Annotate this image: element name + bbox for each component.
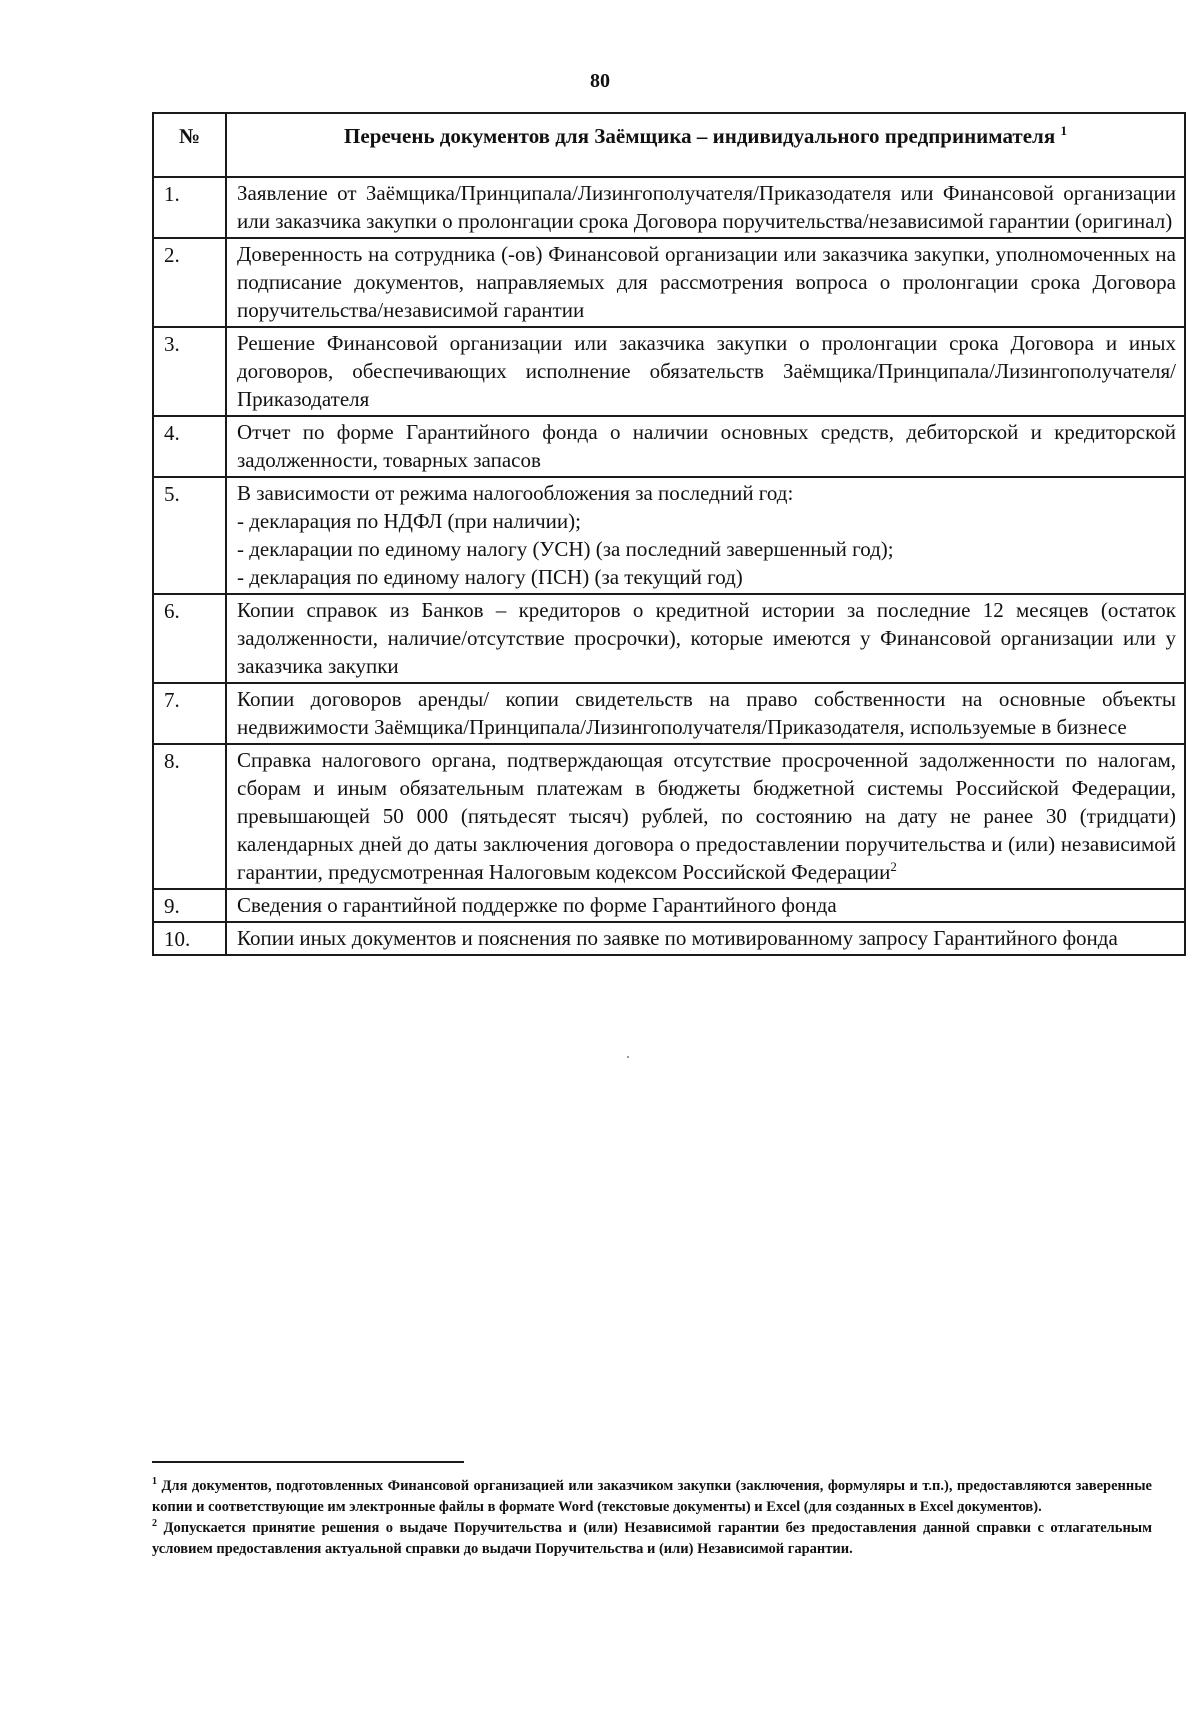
- row-text: [226, 744, 1185, 889]
- table-header-row: [153, 113, 1185, 177]
- header-number-column: №: [153, 113, 226, 177]
- row-number: 8.: [153, 744, 226, 889]
- row-text-line: - декларация по единому налогу (ПСН) (за текущий год): [237, 565, 743, 589]
- page-number: 80: [590, 70, 610, 92]
- row-number: 7.: [153, 683, 226, 744]
- row-text: Отчет по форме Гарантийного фонда о наличии основных средств, дебиторской и кредиторской задолженности, товарных запасов: [226, 416, 1185, 477]
- header-footnote-mark: 1: [1060, 123, 1067, 138]
- table-row: [153, 889, 1185, 922]
- row-number: 10.: [153, 922, 226, 955]
- row-number: 6.: [153, 594, 226, 683]
- row-text: Сведения о гарантийной поддержке по форме Гарантийного фонда: [226, 889, 1185, 922]
- table-row: [153, 922, 1185, 955]
- table-row: [153, 683, 1185, 744]
- footnote-text: Допускается принятие решения о выдаче Поручительства и (или) Независимой гарантии без предоставления данной справки с отлагательным условием предоставления актуальной справки до выдачи Поручительства и (или) Независимой гарантии.: [152, 1520, 1153, 1557]
- row-text: Доверенность на сотрудника (-ов) Финансовой организации или заказчика закупки, уполномоченных на подписание документов, направляемых для рассмотрения вопроса о пролонгации срока Договора поручительства/независимой гарантии: [226, 238, 1185, 327]
- footnote-mark: 2: [152, 1518, 157, 1530]
- footnote-text: Для документов, подготовленных Финансовой организацией или заказчиком закупки (заключения, формуляры и т.п.), предоставляются заверенные копии и соответствующие им электронные файлы в формате Word (текстовые документы) и Excel (для созданных в Excel документов).: [152, 1478, 1152, 1515]
- documents-table: [152, 112, 1186, 956]
- row-text: Заявление от Заёмщика/Принципала/Лизингополучателя/Приказодателя или Финансовой организации или заказчика закупки о пролонгации срока Договора поручительства/независимой гарантии (оригинал): [226, 177, 1185, 238]
- row-text-line: - декларации по единому налогу (УСН) (за последний завершенный год);: [237, 537, 894, 561]
- row-number: 9.: [153, 889, 226, 922]
- row-number: 4.: [153, 416, 226, 477]
- row-text: [226, 477, 1185, 594]
- row-text: Решение Финансовой организации или заказчика закупки о пролонгации срока Договора и иных договоров, обеспечивающих исполнение обязательств Заёмщика/Принципала/Лизингополучателя/Приказодателя: [226, 327, 1185, 416]
- table-row: [153, 416, 1185, 477]
- footnote-2: [152, 1518, 1152, 1560]
- table-row: [153, 327, 1185, 416]
- scan-speck: [627, 1056, 629, 1058]
- row-text-line: В зависимости от режима налогообложения за последний год:: [237, 481, 794, 505]
- row-text: Копии справок из Банков – кредиторов о кредитной истории за последние 12 месяцев (остаток задолженности, наличие/отсутствие просрочки), которые имеются у Финансовой организации или у заказчика закупки: [226, 594, 1185, 683]
- row-number: 2.: [153, 238, 226, 327]
- header-title: Перечень документов для Заёмщика – индивидуального предпринимателя: [344, 124, 1056, 148]
- footnote-separator: [152, 1461, 464, 1463]
- row-text-line: - декларация по НДФЛ (при наличии);: [237, 509, 581, 533]
- row-text: Копии иных документов и пояснения по заявке по мотивированному запросу Гарантийного фонда: [226, 922, 1185, 955]
- footnotes: [152, 1476, 1152, 1560]
- table-row: [153, 238, 1185, 327]
- row-text-body: Справка налогового органа, подтверждающая отсутствие просроченной задолженности по налогам, сборам и иным обязательным платежам в бюджеты бюджетной системы Российской Федерации, превышающей 50 000 (пятьдесят тысяч) рублей, по состоянию на дату не ранее 30 (тридцати) календарных дней до даты заключения договора о предоставлении поручительства и (или) независимой гарантии, предусмотренная Налоговым кодексом Российской Федерации: [237, 748, 1176, 884]
- table-row: [153, 177, 1185, 238]
- header-title-column: [226, 113, 1185, 177]
- row-footnote-mark: 2: [890, 859, 897, 874]
- table-row: [153, 744, 1185, 889]
- table-row: [153, 594, 1185, 683]
- table-body: [153, 177, 1185, 955]
- table-row: [153, 477, 1185, 594]
- footnote-mark: 1: [152, 1476, 157, 1488]
- row-number: 1.: [153, 177, 226, 238]
- row-text: Копии договоров аренды/ копии свидетельств на право собственности на основные объекты недвижимости Заёмщика/Принципала/Лизингополучателя/Приказодателя, используемые в бизнесе: [226, 683, 1185, 744]
- footnote-1: [152, 1476, 1152, 1518]
- row-number: 5.: [153, 477, 226, 594]
- row-number: 3.: [153, 327, 226, 416]
